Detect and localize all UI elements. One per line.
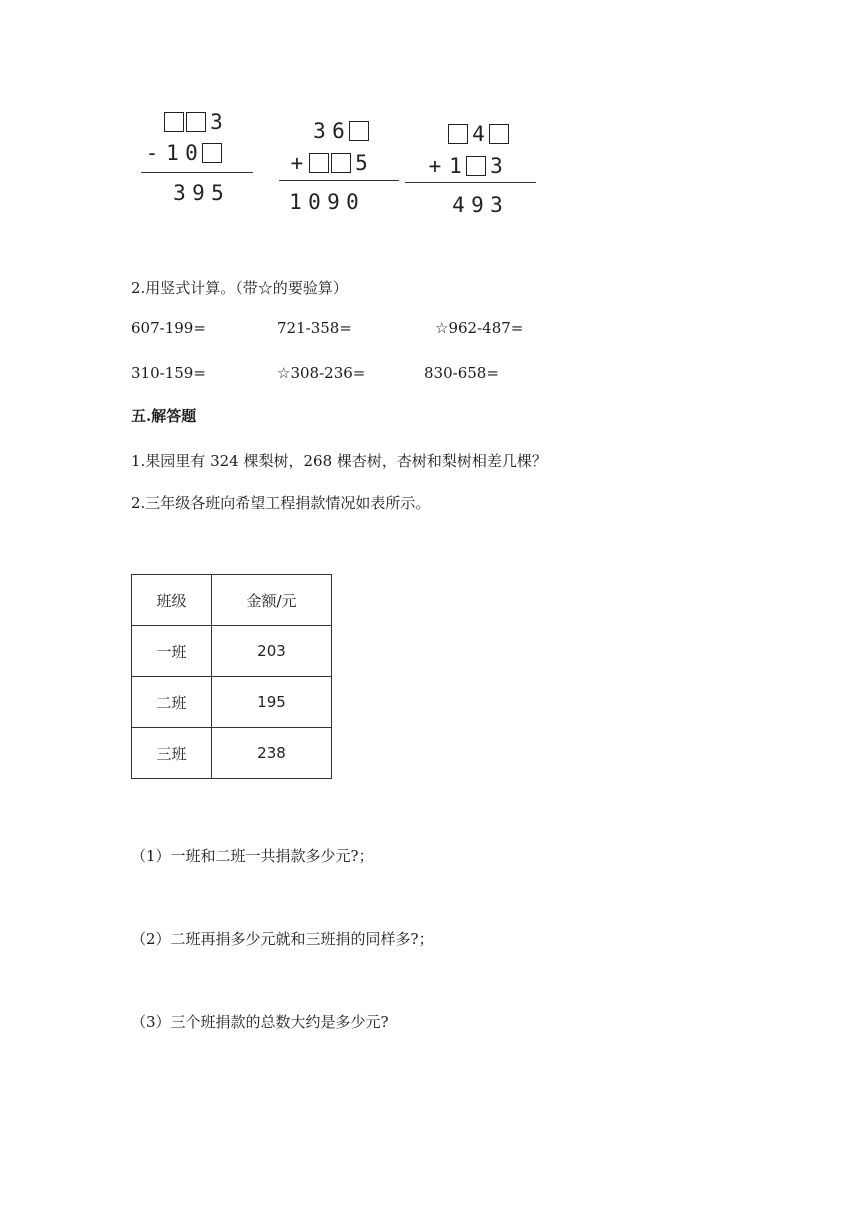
plus-sign: + [290,151,304,175]
digit: 9 [192,181,205,205]
digit: 3 [173,181,186,205]
digit: 5 [211,181,224,205]
class-cell: 二班 [132,677,212,728]
problem: ☆962-487= [435,319,524,337]
digit: 4 [472,122,485,146]
blank-box[interactable] [331,153,351,173]
table-row [132,728,332,779]
class-cell: 一班 [132,626,212,677]
blank-box[interactable] [164,112,184,132]
digit: 0 [308,190,321,214]
sum-line [279,180,399,181]
digit: 9 [471,193,484,217]
digit: 0 [346,190,359,214]
header-cell: 金额/元 [212,575,332,626]
blank-box[interactable] [448,124,468,144]
plus-sign: + [428,154,442,178]
sub-question-3: （3）三个班捐款的总数大约是多少元? [131,1013,389,1031]
digit: 9 [327,190,340,214]
section-heading: 五.解答题 [131,407,197,425]
problem: 721-358= [277,319,352,337]
digit: 1 [289,190,302,214]
donation-table [131,574,332,779]
blank-box[interactable] [349,121,369,141]
amount-cell: 195 [212,677,332,728]
sub-question-2: （2）二班再捐多少元就和三班捐的同样多?； [131,930,434,948]
question-1: 1.果园里有 324 棵梨树，268 棵杏树，杏树和梨树相差几棵？ [131,452,547,470]
blank-box[interactable] [186,112,206,132]
digit: 3 [490,154,503,178]
question-2: 2.三年级各班向希望工程捐款情况如表所示。 [131,494,431,512]
digit: 1 [449,154,462,178]
problem: 830-658= [424,364,499,382]
digit: 3 [313,119,326,143]
digit: 4 [452,193,465,217]
digit: 1 [166,141,179,165]
table-row [132,677,332,728]
blank-box[interactable] [466,156,486,176]
sum-line [141,172,253,173]
sub-question-1: （1）一班和二班一共捐款多少元?； [131,847,374,865]
blank-box[interactable] [309,153,329,173]
minus-sign: - [145,141,159,165]
header-cell: 班级 [132,575,212,626]
digit: 6 [332,119,345,143]
digit: 3 [490,193,503,217]
digit: 3 [210,110,223,134]
problem: 310-159= [131,364,206,382]
sum-line [405,182,536,183]
blank-box[interactable] [202,143,222,163]
amount-cell: 203 [212,626,332,677]
problem: ☆308-236= [277,364,366,382]
table-header-row [132,575,332,626]
class-cell: 三班 [132,728,212,779]
problem: 607-199= [131,319,206,337]
blank-box[interactable] [489,124,509,144]
amount-cell: 238 [212,728,332,779]
section-title-vertical-calc: 2.用竖式计算。（带☆的要验算） [131,279,348,297]
digit: 0 [185,141,198,165]
digit: 5 [355,151,368,175]
table-row [132,626,332,677]
